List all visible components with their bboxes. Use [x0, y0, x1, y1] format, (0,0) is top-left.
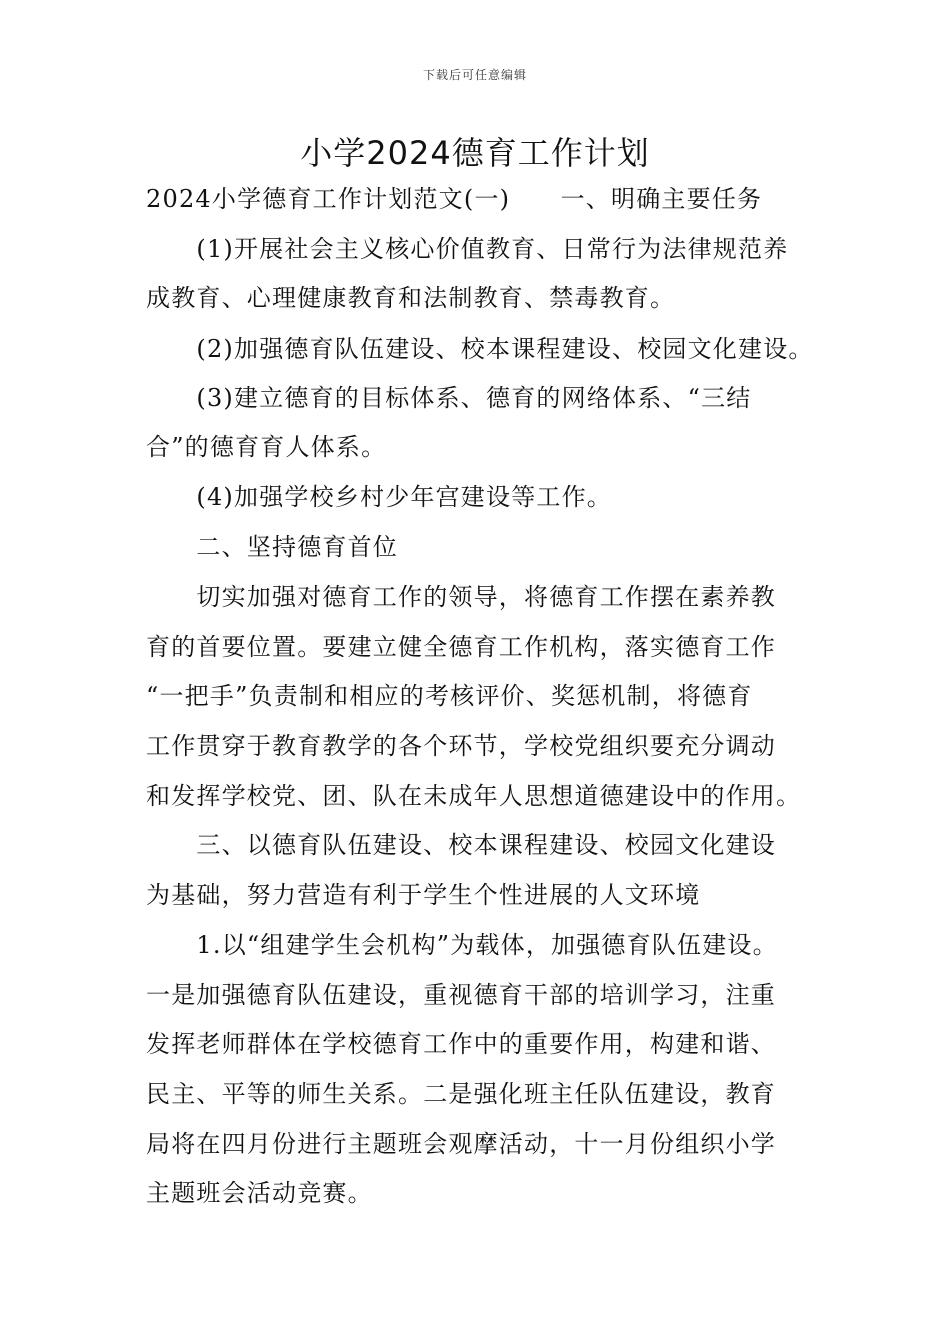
paragraph-line: 1.以“组建学生会机构”为载体，加强德育队伍建设。 — [146, 931, 778, 959]
paragraph-line: 主题班会活动竞赛。 — [146, 1179, 373, 1207]
paragraph-line: 民主、平等的师生关系。二是强化班主任队伍建设，教育 — [146, 1080, 776, 1108]
paragraph-line: 发挥老师群体在学校德育工作中的重要作用，构建和谐、 — [146, 1030, 776, 1058]
paragraph-line: (4)加强学校乡村少年宫建设等工作。 — [146, 483, 612, 511]
paragraph-line: 合”的德育育人体系。 — [146, 433, 387, 461]
header-note: 下载后可任意编辑 — [422, 68, 527, 82]
paragraph-line: (2)加强德育队伍建设、校本课程建设、校园文化建设。 — [146, 335, 814, 363]
paragraph-line: 育的首要位置。要建立健全德育工作机构，落实德育工作 — [146, 633, 776, 661]
document-title: 小学2024德育工作计划 — [300, 134, 650, 172]
paragraph-line: 一是加强德育队伍建设，重视德育干部的培训学习，注重 — [146, 981, 776, 1009]
paragraph-line: “一把手”负责制和相应的考核评价、奖惩机制，将德育 — [146, 682, 753, 710]
paragraph-line: 成教育、心理健康教育和法制教育、禁毒教育。 — [146, 284, 676, 312]
paragraph-line: 2024小学德育工作计划范文(一) 一、明确主要任务 — [146, 185, 763, 213]
section-heading: 三、以德育队伍建设、校本课程建设、校园文化建设 — [146, 831, 776, 859]
section-heading: 二、坚持德育首位 — [146, 533, 398, 561]
paragraph-line: (1)开展社会主义核心价值教育、日常行为法律规范养 — [146, 235, 789, 263]
paragraph-line: 和发挥学校党、团、队在未成年人思想道德建设中的作用。 — [146, 782, 802, 810]
paragraph-line: 切实加强对德育工作的领导，将德育工作摆在素养教 — [146, 583, 776, 611]
paragraph-line: (3)建立德育的目标体系、德育的网络体系、“三结 — [146, 384, 752, 412]
paragraph-line: 为基础，努力营造有利于学生个性进展的人文环境 — [146, 881, 701, 909]
paragraph-line: 工作贯穿于教育教学的各个环节，学校党组织要充分调动 — [146, 732, 776, 760]
paragraph-line: 局将在四月份进行主题班会观摩活动，十一月份组织小学 — [146, 1130, 776, 1158]
